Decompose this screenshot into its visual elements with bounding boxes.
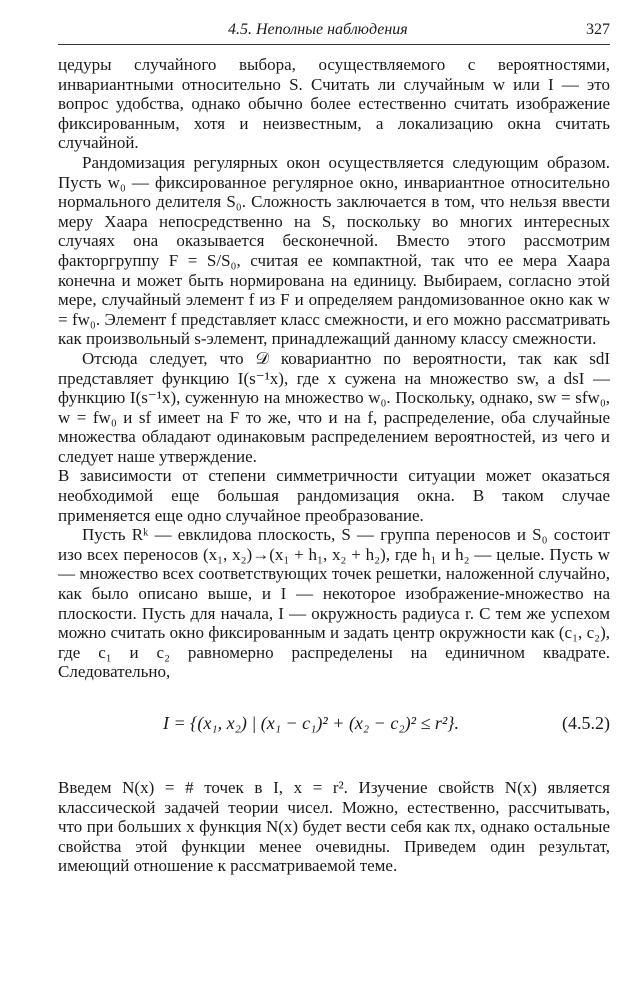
paragraph-2: Рандомизация регулярных окон осуществляется следующим образом. Пусть w₀ — фиксированное регулярное окно, инвариантное относительно нормального делителя S₀. Сложность заключается в том, что нельзя ввести меру Хаара непосредственно на S, поскольку во многих интересных случаях она оказывается бесконечной. Вместо этого рассмотрим факторгруппу F = S/S₀, считая ее компактной, так что ее мера Хаара конечна и может быть нормирована на единицу. Выбираем, согласно этой мере, случайный элемент f из F и определяем рандомизованное окно как w = fw₀. Элемент f представляет класс смежности, и его можно рассматривать как произвольный s-элемент, принадлежащий данному классу смежности. [58,152,610,349]
paragraph-5: Пусть Rᵏ — евклидова плоскость, S — группа переносов и S₀ состоит изо всех переносов (x₁, x₂)→(x₁ + h₁, x₂ + h₂), где h₁ и h₂ — целые. Пусть w — множество всех соответствующих точек решетки, наложенной случайно, как было описано выше, и I — некоторое изображение-множество на плоскости. Пусть для начала, I — окружность радиуса r. С тем же успехом можно считать окно фиксированным и задать центр окружности как (c₁, c₂), где c₁ и c₂ равномерно распределены на единичном квадрате. Следовательно, [58,525,610,682]
paragraph-1: цедуры случайного выбора, осуществляемого с вероятностями, инвариантными относительно S. Считать ли случайным w или I — это вопрос удобства, однако обычно более естественно считать изображение фиксированным, хотя и неизвестным, а локализацию окна считать случайной. [58,55,610,153]
page [58,18,610,876]
equation-expression: I = {(x₁, x₂) | (x₁ − c₁)² + (x₂ − c₂)² ≤ r²}. [163,713,459,733]
paragraph-3: Отсюда следует, что 𝒟 ковариантно по вероятности, так как sdI представляет функцию I(s⁻¹x), где x сужена на множество sw, а dsI — функцию I(s⁻¹x), суженную на множество w₀. Поскольку, однако, sw = sfw₀, w = fw₀ и sf имеет на F то же, что и на f, распределение, оба случайные множества обладают одинаковым распределением вероятностей, из чего и следует наше утверждение. [58,348,610,466]
equation-number: (4.5.2) [562,713,610,733]
running-header [58,18,610,45]
equation-4-5-2 [58,704,610,754]
paragraph-4: В зависимости от степени симметричности ситуации может оказаться необходимой еще большая рандомизация окна. В таком случае применяется еще одно случайное преобразование. [58,466,610,525]
section-title: 4.5. Неполные наблюдения [228,21,408,38]
body-text [58,55,610,876]
page-number: 327 [586,21,610,38]
paragraph-6: Введем N(x) = # точек в I, x = r². Изучение свойств N(x) является классической задачей теории чисел. Можно, естественно, рассчитывать, что при больших x функция N(x) будет вести себя как πx, однако остальные свойства этой функции менее очевидны. Приведем один результат, имеющий отношение к рассматриваемой теме. [58,778,610,876]
